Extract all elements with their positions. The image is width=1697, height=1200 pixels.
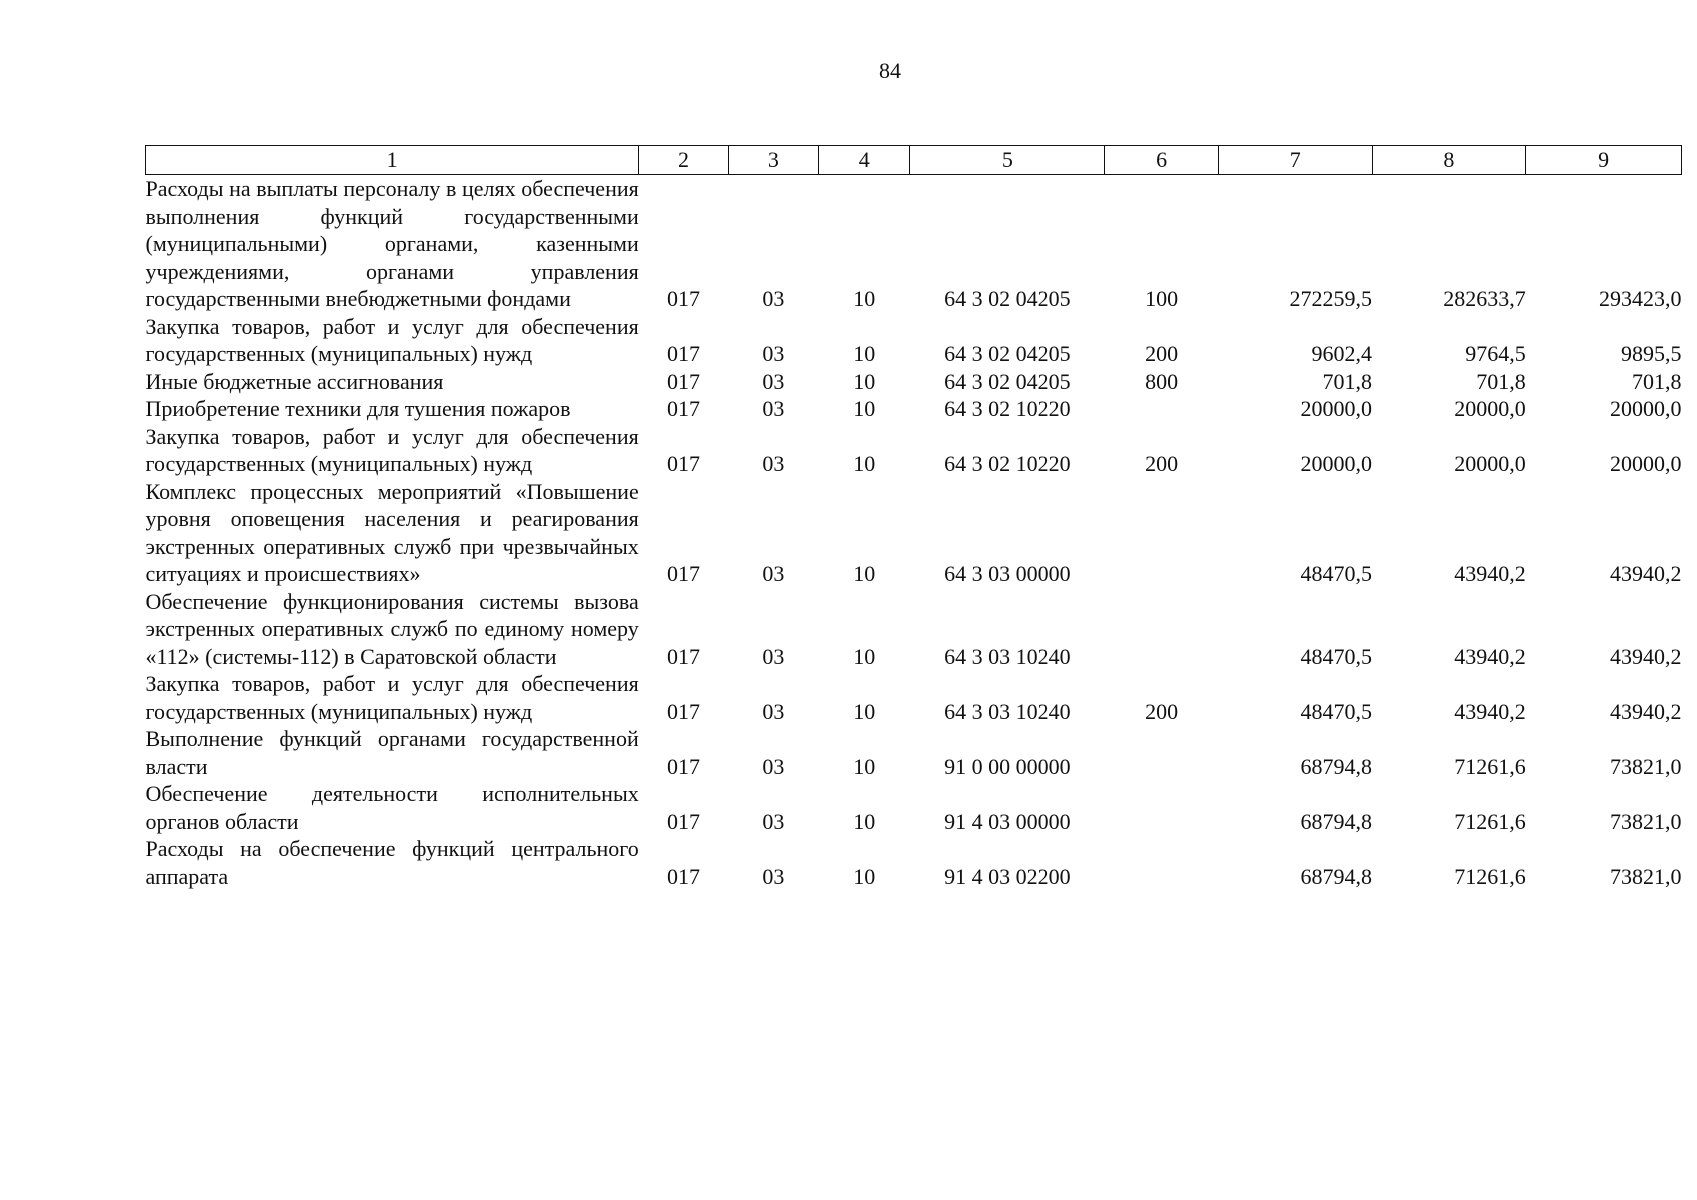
expense-type-code: 200	[1145, 341, 1179, 366]
amount-year-1: 272259,5	[1289, 286, 1373, 311]
amount-year-1: 68794,8	[1300, 863, 1373, 889]
row-description: Закупка товаров, работ и услуг для обеспечения государственных (муниципальных) нужд	[145, 423, 639, 476]
table-row	[146, 478, 1682, 588]
subsection-code: 10	[853, 808, 876, 834]
ministry-code: 017	[666, 451, 700, 476]
expense-type-code: 200	[1145, 451, 1179, 476]
column-header: 1	[146, 146, 639, 175]
table-row	[146, 368, 1682, 396]
section-code: 03	[762, 561, 785, 586]
amount-year-2: 701,8	[1476, 368, 1526, 394]
target-article-code: 64 3 03 10240	[944, 698, 1071, 724]
amount-year-3: 43940,2	[1610, 643, 1682, 669]
subsection-code: 10	[853, 286, 876, 311]
table-row	[146, 313, 1682, 368]
target-article-code: 64 3 03 10240	[944, 643, 1071, 669]
table-row	[146, 588, 1682, 671]
subsection-code: 10	[853, 753, 876, 779]
amount-year-1: 48470,5	[1300, 698, 1373, 724]
table-row	[146, 670, 1682, 725]
amount-year-1: 20000,0	[1300, 396, 1373, 421]
section-code: 03	[762, 863, 785, 889]
table-row	[146, 423, 1682, 478]
target-article-code: 64 3 02 04205	[944, 368, 1071, 394]
table-row	[146, 725, 1682, 780]
amount-year-1: 9602,4	[1311, 341, 1373, 366]
target-article-code: 64 3 02 10220	[944, 396, 1071, 421]
row-description: Расходы на обеспечение функций центрального аппарата	[145, 836, 639, 889]
amount-year-2: 71261,6	[1454, 863, 1526, 889]
page-number: 84	[879, 58, 901, 83]
ministry-code: 017	[666, 698, 700, 724]
section-code: 03	[762, 808, 785, 834]
ministry-code: 017	[666, 341, 700, 366]
column-header: 8	[1372, 146, 1526, 175]
row-description: Иные бюджетные ассигнования	[145, 368, 444, 394]
row-description: Обеспечение функционирования системы вызова экстренных оперативных служб по единому номеру «112» (системы-112) в Саратовской области	[145, 588, 639, 669]
ministry-code: 017	[666, 561, 700, 586]
column-header: 9	[1526, 146, 1682, 175]
amount-year-2: 43940,2	[1454, 561, 1526, 586]
table-row	[146, 395, 1682, 423]
amount-year-3: 43940,2	[1610, 561, 1682, 586]
amount-year-2: 9764,5	[1465, 341, 1526, 366]
amount-year-2: 71261,6	[1454, 753, 1526, 779]
amount-year-3: 293423,0	[1599, 286, 1682, 311]
amount-year-3: 73821,0	[1610, 863, 1682, 889]
target-article-code: 64 3 02 04205	[944, 286, 1071, 311]
row-description: Комплекс процессных мероприятий «Повышение уровня оповещения населения и реагирования экстренных оперативных служб при чрезвычайных ситуациях и происшествиях»	[145, 478, 639, 586]
row-description: Приобретение техники для тушения пожаров	[145, 396, 571, 421]
amount-year-2: 20000,0	[1454, 396, 1526, 421]
subsection-code: 10	[853, 863, 876, 889]
section-code: 03	[762, 698, 785, 724]
expense-type-code	[1105, 780, 1219, 835]
target-article-code: 64 3 03 00000	[944, 561, 1071, 586]
table-row	[146, 175, 1682, 313]
budget-table	[145, 145, 1682, 890]
ministry-code: 017	[666, 396, 700, 421]
column-header: 2	[639, 146, 728, 175]
column-header: 4	[819, 146, 910, 175]
amount-year-1: 20000,0	[1300, 451, 1373, 476]
table-header-row	[146, 146, 1682, 175]
column-header: 7	[1218, 146, 1372, 175]
row-description: Выполнение функций органами государственной власти	[145, 726, 639, 779]
ministry-code: 017	[666, 286, 700, 311]
amount-year-3: 701,8	[1632, 368, 1682, 394]
amount-year-2: 43940,2	[1454, 643, 1526, 669]
expense-type-code	[1105, 588, 1219, 671]
section-code: 03	[762, 753, 785, 779]
subsection-code: 10	[853, 451, 876, 476]
section-code: 03	[762, 451, 785, 476]
ministry-code: 017	[666, 368, 700, 394]
expense-type-code	[1105, 725, 1219, 780]
column-header: 5	[910, 146, 1105, 175]
amount-year-1: 48470,5	[1300, 561, 1373, 586]
subsection-code: 10	[853, 698, 876, 724]
expense-type-code: 800	[1145, 368, 1179, 394]
section-code: 03	[762, 341, 785, 366]
expense-type-code: 100	[1145, 286, 1179, 311]
section-code: 03	[762, 286, 785, 311]
amount-year-2: 282633,7	[1443, 286, 1526, 311]
target-article-code: 91 4 03 02200	[944, 863, 1071, 889]
section-code: 03	[762, 396, 785, 421]
ministry-code: 017	[666, 753, 700, 779]
amount-year-1: 68794,8	[1300, 753, 1373, 779]
target-article-code: 64 3 02 10220	[944, 451, 1071, 476]
target-article-code: 64 3 02 04205	[944, 341, 1071, 366]
row-description: Закупка товаров, работ и услуг для обеспечения государственных (муниципальных) нужд	[145, 671, 639, 724]
amount-year-3: 43940,2	[1610, 698, 1682, 724]
amount-year-3: 9895,5	[1621, 341, 1682, 366]
ministry-code: 017	[666, 643, 700, 669]
subsection-code: 10	[853, 341, 876, 366]
expense-type-code: 200	[1145, 698, 1179, 724]
target-article-code: 91 0 00 00000	[944, 753, 1071, 779]
subsection-code: 10	[853, 643, 876, 669]
column-header: 3	[728, 146, 818, 175]
ministry-code: 017	[666, 863, 700, 889]
table-body	[146, 175, 1682, 891]
row-description: Расходы на выплаты персоналу в целях обеспечения выполнения функций госудаpственными (муниципальными) органами, казенными учреждениями, органами управления государственными внебюджетными фондами	[145, 176, 639, 311]
column-header: 6	[1105, 146, 1219, 175]
subsection-code: 10	[853, 368, 876, 394]
table-row	[146, 780, 1682, 835]
amount-year-3: 73821,0	[1610, 808, 1682, 834]
row-description: Закупка товаров, работ и услуг для обеспечения государственных (муниципальных) нужд	[145, 313, 639, 366]
amount-year-3: 20000,0	[1610, 396, 1682, 421]
section-code: 03	[762, 643, 785, 669]
amount-year-2: 20000,0	[1454, 451, 1526, 476]
expense-type-code	[1105, 395, 1219, 423]
row-description: Обеспечение деятельности исполнительных органов области	[145, 781, 639, 834]
section-code: 03	[762, 368, 785, 394]
subsection-code: 10	[853, 561, 876, 586]
amount-year-1: 68794,8	[1300, 808, 1373, 834]
target-article-code: 91 4 03 00000	[944, 808, 1071, 834]
expense-type-code	[1105, 835, 1219, 890]
amount-year-2: 43940,2	[1454, 698, 1526, 724]
amount-year-1: 701,8	[1322, 368, 1373, 394]
subsection-code: 10	[853, 396, 876, 421]
amount-year-3: 73821,0	[1610, 753, 1682, 779]
table-row	[146, 835, 1682, 890]
ministry-code: 017	[666, 808, 700, 834]
amount-year-2: 71261,6	[1454, 808, 1526, 834]
amount-year-3: 20000,0	[1610, 451, 1682, 476]
expense-type-code	[1105, 478, 1219, 588]
amount-year-1: 48470,5	[1300, 643, 1373, 669]
